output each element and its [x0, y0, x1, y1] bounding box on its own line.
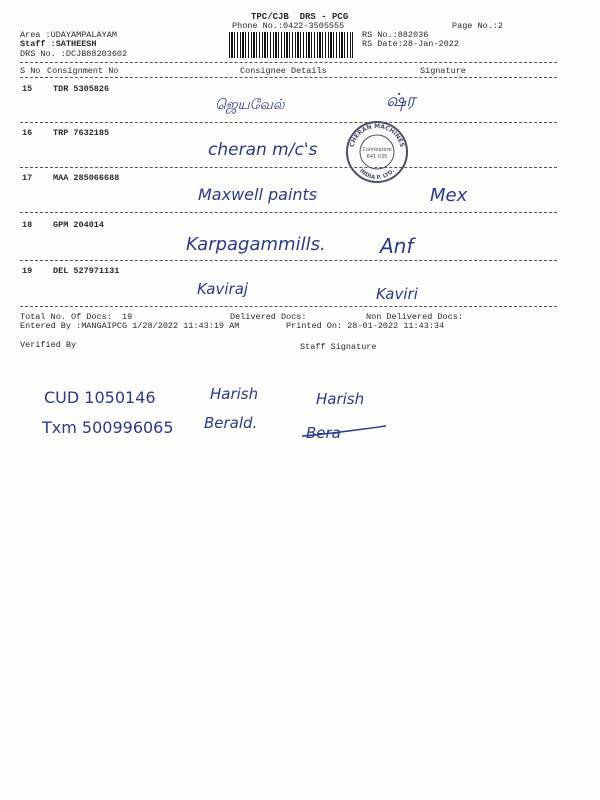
col-sno: S No: [20, 66, 41, 76]
handwritten-code-1: CUD 1050146: [44, 388, 156, 407]
consignee-handwriting: ஜெயவேல்: [215, 97, 285, 113]
page-number: Page No.:2: [452, 21, 504, 31]
col-consignment: Consignment No: [47, 66, 119, 76]
signature-handwriting: Mex: [430, 185, 468, 206]
divider: [20, 122, 557, 123]
stamp-pincode: 641 035: [366, 154, 388, 160]
row-sno: 17: [22, 173, 33, 183]
handwritten-name-1: Harish: [210, 385, 259, 403]
handwritten-signature-1: Harish: [316, 390, 365, 408]
non-delivered-docs: Non Delivered Docs:: [366, 312, 463, 322]
consignee-handwriting: Kaviraj: [197, 280, 249, 298]
stamp-top-text: CHERAN MACHINES: [348, 122, 406, 149]
handwritten-code-2: Txm 500996065: [42, 418, 174, 437]
stamp-city: Coimbatore: [362, 147, 392, 153]
printed-on: Printed On: 28-01-2022 11:43:34: [286, 321, 445, 331]
signature-underline-stroke: [300, 420, 390, 442]
consignee-handwriting: Karpagammills.: [186, 234, 326, 255]
col-consignee: Consignee Details: [240, 66, 327, 76]
row-sno: 19: [22, 266, 33, 276]
divider: [20, 62, 557, 63]
consignee-handwriting: cheran m/c's: [208, 140, 318, 160]
divider: [20, 260, 557, 261]
divider: [20, 77, 557, 78]
svg-text:CHERAN MACHINES: [349, 123, 406, 148]
divider: [20, 306, 557, 307]
col-signature: Signature: [420, 66, 466, 76]
row-consignment: DEL 527971131: [53, 266, 120, 276]
signature-handwriting: Anf: [380, 234, 414, 258]
rs-number: RS No.:882036: [362, 30, 429, 40]
delivered-docs: Delivered Docs:: [230, 312, 307, 322]
verified-by: Verified By: [20, 340, 77, 350]
stamp-bottom-text: INDIA P. LTD.: [358, 168, 396, 182]
divider: [20, 212, 557, 213]
signature-handwriting: ஷ்ர: [386, 90, 416, 111]
row-consignment: TRP 7632185: [53, 128, 110, 138]
handwritten-signature-2: Bera: [306, 424, 341, 442]
consignee-handwriting: Maxwell paints: [198, 185, 318, 204]
row-sno: 18: [22, 220, 33, 230]
staff-signature: Staff Signature: [300, 342, 377, 352]
document-title: TPC/CJB DRS - PCG: [251, 12, 349, 22]
signature-handwriting: Kaviri: [376, 285, 418, 303]
row-consignment: GPM 204014: [53, 220, 105, 230]
row-sno: 15: [22, 84, 33, 94]
entered-by: Entered By :MANGAIPCG 1/28/2022 11:43:19 AM: [20, 321, 240, 331]
drs-number: DRS No. :DCJB88203602: [20, 49, 128, 59]
area-label: Area :UDAYAMPALAYAM: [20, 30, 117, 40]
phone-number: Phone No.:0422-3505555: [232, 21, 345, 31]
row-consignment: TDR 5305826: [53, 84, 110, 94]
divider: [20, 167, 557, 168]
barcode: [229, 32, 353, 58]
company-stamp: [345, 120, 409, 184]
rs-date: RS Date:28-Jan-2022: [362, 39, 459, 49]
row-consignment: MAA 285066688: [53, 173, 120, 183]
row-sno: 16: [22, 128, 33, 138]
handwritten-name-2: Berald.: [204, 414, 258, 432]
staff-label: Staff :SATHEESH: [20, 39, 97, 49]
total-docs: Total No. Of Docs: 19: [20, 312, 133, 322]
